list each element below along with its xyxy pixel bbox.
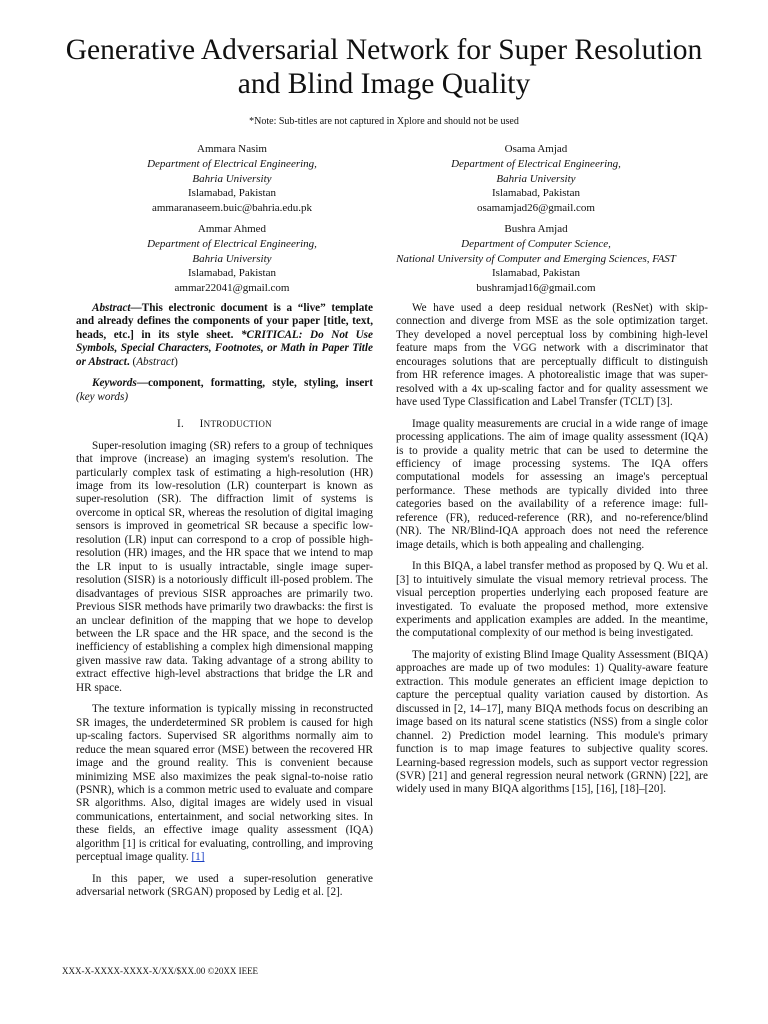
author-city: Islamabad, Pakistan xyxy=(492,187,580,200)
keywords: Keywords—component, formatting, style, styling, insert (key words) xyxy=(76,377,373,403)
left-column xyxy=(76,302,373,908)
right-paragraph-1: We have used a deep residual network (ResNet) with skip-connection and diverge from MSE as the sole optimization target. They developed a novel perceptual loss by combining high-level feature maps from the VGG network with a discriminator that encourages solutions that are perceptually difficult to distinguish from HR reference images. A photorealistic image that was super-resolved with a 4x up-scaling factor and for quality assessment we have used Type Classification and Label Transfer (TCLT) [3]. xyxy=(396,302,708,409)
author-name: Osama Amjad xyxy=(504,143,568,155)
author-block-4 xyxy=(364,222,708,296)
author-department: Department of Computer Science, xyxy=(461,237,611,250)
intro-paragraph-1: Super-resolution imaging (SR) refers to a group of techniques that improve (increase) an imaging system's resolution. The particularly complex task of estimating a high-resolution (HR) image from its low-resolution (LR) counterpart is known as super-resolution (SR). The diffraction limit of systems is overcome in optical SR, whereas the resolution of digital imaging sensors is improved in geometrical SR because a specific low-resolution (LR) input can correspond to a crop of possible high-resolution (HR) images, and the HR space that we intend to map the LR input to is usually intractable, single image super-resolution (SISR) is a notoriously difficult ill-posed problem. The disadvantages of previous SISR approaches are primarily two. Previous SISR methods have primarily two drawbacks: the first is an unclear definition of the mapping that we hope to develop between the LR space and the HR space, and the second is the inefficiency of establishing a complex high dimensional mapping given massive raw data. Taking advantage of a strong ability to extract effective high-level abstractions that bridge the LR and HR space. xyxy=(76,439,373,694)
author-department: Department of Electrical Engineering, xyxy=(451,157,621,170)
section-heading-introduction: I. INTRODUCTION xyxy=(177,418,272,431)
author-block-2 xyxy=(364,142,708,216)
author-name: Ammara Nasim xyxy=(197,143,267,155)
copyright-footer: XXX-X-XXXX-XXXX-X/XX/$XX.00 ©20XX IEEE xyxy=(62,966,259,976)
author-block-3 xyxy=(60,222,404,296)
author-city: Islamabad, Pakistan xyxy=(188,187,276,200)
right-paragraph-4: The majority of existing Blind Image Quality Assessment (BIQA) approaches are made up of two modules: 1) Quality-aware feature extraction. This module generates an efficient image depiction to capture the perceptual quality variation caused by distortion. As discussed in [2, 14–17], many BIQA methods focus on describing an image based on its natural scene statistics (NSS) from a single color channel. 2) Prediction model learning. This module's primary function is to map image features to subjective quality scores. Learning-based regression models, such as support vector regression (SVR) [21] and general regression neural network (GRNN) [22], are widely used in many BIQA algorithms [15], [16], [18]–[20]. xyxy=(396,648,708,796)
author-department: Department of Electrical Engineering, xyxy=(147,157,317,170)
author-university: National University of Computer and Emerging Sciences, FAST xyxy=(396,252,676,265)
author-university: Bahria University xyxy=(496,172,576,185)
abstract: Abstract—This electronic document is a “live” template and already defines the components of your paper [title, text, heads, etc.] in its style sheet. *CRITICAL: Do Not Use Symbols, Special Characters, Footnotes, or Math in Paper Title or Abstract. (Abstract) xyxy=(76,302,373,368)
right-paragraph-2: Image quality measurements are crucial in a wide range of image processing applications. The aim of image quality assessment (IQA) is to provide a quality metric that can be used to determine the efficiency of image processing systems. The IQA offers computational models for assessing an image's perceptual performance. These methods are typically divided into three categories based on the availability of a reference image: full-reference (FR), reduced-reference (RR), and no-reference/blind (NR). The NR/Blind-IQA approach does not need the reference image details, which is both appealing and challenging. xyxy=(396,417,708,551)
author-email: bushramjad16@gmail.com xyxy=(476,282,596,295)
author-city: Islamabad, Pakistan xyxy=(492,267,580,280)
right-paragraph-3: In this BIQA, a label transfer method as proposed by Q. Wu et al. [3] to intuitively simulate the visual memory retrieval process. The visual perception properties underlying each proposed feature are investigated. To evaluate the proposed method, more extensive experiments and application examples are added. In the meantime, the computational complexity of our method is being investigated. xyxy=(396,560,708,640)
right-column xyxy=(396,302,708,805)
author-university: Bahria University xyxy=(192,252,272,265)
intro-paragraph-3: In this paper, we used a super-resolution generative adversarial network (SRGAN) proposed by Ledig et al. [2]. xyxy=(76,872,373,899)
author-name: Ammar Ahmed xyxy=(197,223,267,235)
author-email: ammar22041@gmail.com xyxy=(174,282,290,295)
paper-title: Generative Adversarial Network for Super Resolution and Blind Image Quality xyxy=(65,34,703,100)
author-email: ammaranaseem.buic@bahria.edu.pk xyxy=(151,202,313,215)
author-name: Bushra Amjad xyxy=(504,223,568,235)
reference-link-1[interactable]: [1] xyxy=(191,851,205,864)
author-block-1 xyxy=(60,142,404,216)
author-university: Bahria University xyxy=(192,172,272,185)
author-department: Department of Electrical Engineering, xyxy=(147,237,317,250)
author-city: Islamabad, Pakistan xyxy=(188,267,276,280)
subtitle-note: *Note: Sub-titles are not captured in Xplore and should not be used xyxy=(249,116,519,127)
author-email: osamamjad26@gmail.com xyxy=(477,202,595,215)
intro-paragraph-2: The texture information is typically missing in reconstructed SR images, the underdetermined SR problem is caused for high up-scaling factors. Supervised SR algorithms normally aim to reduce the mean squared error (MSE) between the recovered HR image and the ground reality. This is convenient because minimizing MSE also maximizes the peak signal-to-noise ratio (PSNR), which is a common metric used to evaluate and compare SR algorithms. Also, digital images are widely used in visual communications, entertainment, and social networking sites. In these fields, an effective image quality assessment (IQA) algorithm [1] is critical for evaluating, controlling, and improving perceptual image quality. [1] xyxy=(76,703,373,864)
